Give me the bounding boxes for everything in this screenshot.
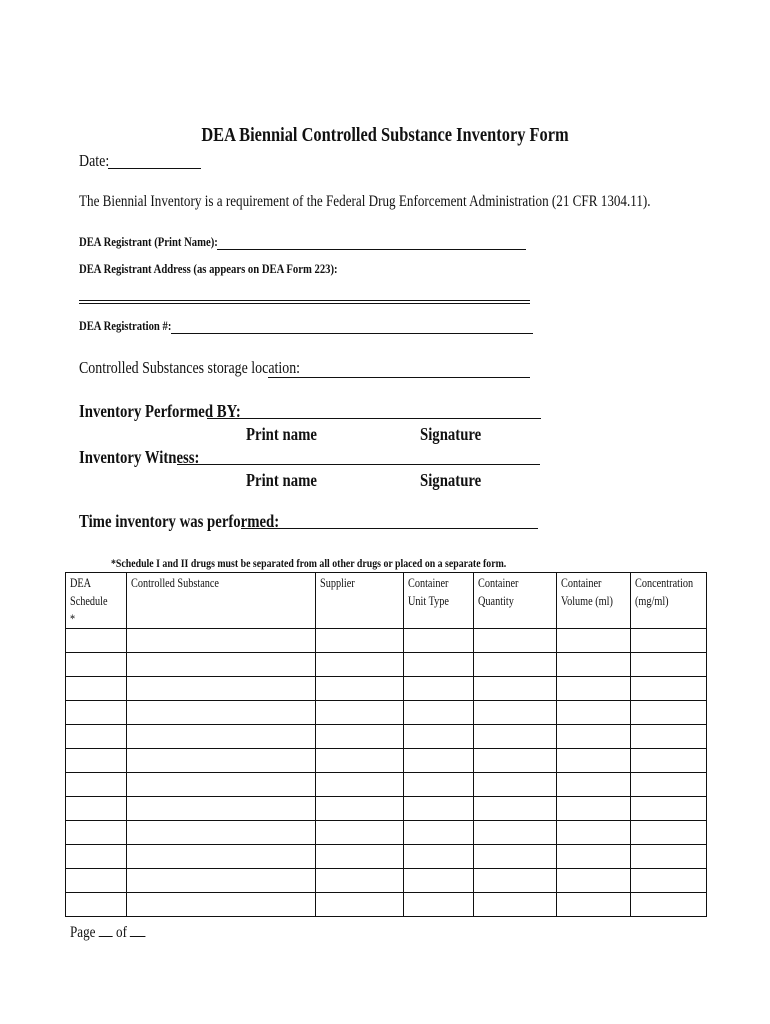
table-cell[interactable]	[127, 773, 316, 797]
table-cell[interactable]	[404, 701, 474, 725]
table-cell[interactable]	[631, 749, 707, 773]
table-cell[interactable]	[631, 797, 707, 821]
table-row	[66, 629, 707, 653]
table-cell[interactable]	[631, 725, 707, 749]
header-container-volume: Container Volume (ml)	[557, 573, 631, 629]
header-controlled-substance: Controlled Substance	[127, 573, 316, 629]
table-header-row	[66, 573, 707, 629]
table-cell[interactable]	[316, 701, 404, 725]
header-dea-schedule: DEA Schedule *	[66, 573, 127, 629]
table-row	[66, 749, 707, 773]
table-cell[interactable]	[127, 893, 316, 917]
registrant-address-underline	[79, 303, 530, 304]
table-cell[interactable]	[404, 869, 474, 893]
registrant-name-label: DEA Registrant (Print Name):	[79, 234, 218, 249]
table-cell[interactable]	[474, 749, 557, 773]
table-cell[interactable]	[316, 629, 404, 653]
table-cell[interactable]	[66, 677, 127, 701]
table-cell[interactable]	[557, 797, 631, 821]
table-row	[66, 725, 707, 749]
table-cell[interactable]	[66, 797, 127, 821]
intro-text: The Biennial Inventory is a requirement of the Federal Drug Enforcement Administration (21 CFR 1304.11).	[79, 193, 651, 210]
table-cell[interactable]	[474, 869, 557, 893]
table-cell[interactable]	[66, 701, 127, 725]
table-cell[interactable]	[316, 821, 404, 845]
table-cell[interactable]	[474, 797, 557, 821]
performed-by-field[interactable]	[207, 418, 541, 419]
table-cell[interactable]	[66, 821, 127, 845]
table-row	[66, 677, 707, 701]
table-cell[interactable]	[66, 749, 127, 773]
table-cell[interactable]	[631, 845, 707, 869]
table-cell[interactable]	[66, 653, 127, 677]
table-cell[interactable]	[404, 677, 474, 701]
table-cell[interactable]	[474, 677, 557, 701]
table-cell[interactable]	[127, 725, 316, 749]
table-cell[interactable]	[557, 725, 631, 749]
form-title: DEA Biennial Controlled Substance Inventory Form	[201, 124, 569, 146]
table-cell[interactable]	[127, 797, 316, 821]
table-cell[interactable]	[474, 629, 557, 653]
table-row	[66, 653, 707, 677]
table-cell[interactable]	[404, 749, 474, 773]
table-row	[66, 773, 707, 797]
table-cell[interactable]	[316, 725, 404, 749]
table-cell[interactable]	[127, 653, 316, 677]
time-performed-field[interactable]	[241, 528, 538, 529]
table-cell[interactable]	[127, 677, 316, 701]
header-concentration: Concentration (mg/ml)	[631, 573, 707, 629]
registrant-address-label: DEA Registrant Address (as appears on DEA Form 223):	[79, 261, 338, 276]
table-cell[interactable]	[404, 797, 474, 821]
table-cell[interactable]	[631, 629, 707, 653]
table-cell[interactable]	[557, 677, 631, 701]
table-cell[interactable]	[316, 797, 404, 821]
table-row	[66, 821, 707, 845]
performed-by-signature-caption: Signature	[420, 424, 482, 444]
table-row	[66, 869, 707, 893]
table-cell[interactable]	[474, 893, 557, 917]
table-cell[interactable]	[631, 677, 707, 701]
table-cell[interactable]	[557, 845, 631, 869]
table-cell[interactable]	[404, 725, 474, 749]
table-cell[interactable]	[404, 653, 474, 677]
table-cell[interactable]	[316, 653, 404, 677]
registrant-address-field[interactable]	[79, 300, 530, 301]
table-row	[66, 701, 707, 725]
witness-label: Inventory Witness:	[79, 447, 200, 467]
header-container-unit-type: Container Unit Type	[404, 573, 474, 629]
table-cell[interactable]	[66, 725, 127, 749]
table-cell[interactable]	[66, 869, 127, 893]
table-row	[66, 893, 707, 917]
page-number-footer	[70, 924, 162, 942]
witness-print-name-caption: Print name	[246, 470, 317, 490]
table-cell[interactable]	[404, 845, 474, 869]
table-cell[interactable]	[316, 749, 404, 773]
table-cell[interactable]	[474, 701, 557, 725]
storage-location-label: Controlled Substances storage location:	[79, 358, 301, 377]
table-cell[interactable]	[557, 653, 631, 677]
performed-by-print-name-caption: Print name	[246, 424, 317, 444]
table-cell[interactable]	[66, 629, 127, 653]
table-cell[interactable]	[404, 773, 474, 797]
registration-number-label: DEA Registration #:	[79, 318, 172, 333]
table-cell[interactable]	[316, 893, 404, 917]
table-cell[interactable]	[127, 821, 316, 845]
table-cell[interactable]	[316, 773, 404, 797]
table-cell[interactable]	[557, 749, 631, 773]
inventory-table	[65, 572, 707, 917]
registrant-name-field[interactable]	[217, 249, 526, 250]
table-cell[interactable]	[557, 821, 631, 845]
table-row	[66, 845, 707, 869]
performed-by-label: Inventory Performed BY:	[79, 401, 241, 421]
time-performed-label: Time inventory was performed:	[79, 511, 280, 531]
table-cell[interactable]	[474, 653, 557, 677]
table-cell[interactable]	[316, 869, 404, 893]
table-row	[66, 797, 707, 821]
table-cell[interactable]	[66, 845, 127, 869]
table-cell[interactable]	[557, 869, 631, 893]
of-label: of	[116, 924, 127, 941]
witness-field[interactable]	[177, 464, 540, 465]
table-cell[interactable]	[66, 893, 127, 917]
table-cell[interactable]	[631, 773, 707, 797]
table-cell[interactable]	[66, 773, 127, 797]
header-supplier: Supplier	[316, 573, 404, 629]
table-cell[interactable]	[631, 893, 707, 917]
storage-location-field[interactable]	[268, 377, 530, 378]
table-cell[interactable]	[474, 845, 557, 869]
table-cell[interactable]	[557, 893, 631, 917]
table-cell[interactable]	[557, 629, 631, 653]
table-cell[interactable]	[557, 773, 631, 797]
table-cell[interactable]	[631, 821, 707, 845]
registration-number-field[interactable]	[171, 333, 533, 334]
table-cell[interactable]	[127, 629, 316, 653]
page-number-field[interactable]	[99, 936, 113, 937]
table-cell[interactable]	[316, 677, 404, 701]
header-container-quantity: Container Quantity	[474, 573, 557, 629]
page-total-field[interactable]	[130, 936, 146, 937]
table-cell[interactable]	[474, 725, 557, 749]
table-cell[interactable]	[404, 821, 474, 845]
table-cell[interactable]	[474, 821, 557, 845]
table-cell[interactable]	[404, 629, 474, 653]
table-cell[interactable]	[127, 869, 316, 893]
table-cell[interactable]	[631, 869, 707, 893]
table-cell[interactable]	[474, 773, 557, 797]
table-cell[interactable]	[127, 749, 316, 773]
table-cell[interactable]	[316, 845, 404, 869]
table-body	[66, 629, 707, 917]
table-cell[interactable]	[404, 893, 474, 917]
table-cell[interactable]	[631, 653, 707, 677]
schedule-note: *Schedule I and II drugs must be separated from all other drugs or placed on a separate form.	[111, 556, 507, 570]
table-cell[interactable]	[557, 701, 631, 725]
date-label: Date:	[79, 151, 110, 170]
date-field[interactable]	[108, 168, 201, 169]
table-cell[interactable]	[127, 701, 316, 725]
page-label: Page	[70, 924, 96, 941]
table-cell[interactable]	[127, 845, 316, 869]
table-cell[interactable]	[631, 701, 707, 725]
witness-signature-caption: Signature	[420, 470, 482, 490]
